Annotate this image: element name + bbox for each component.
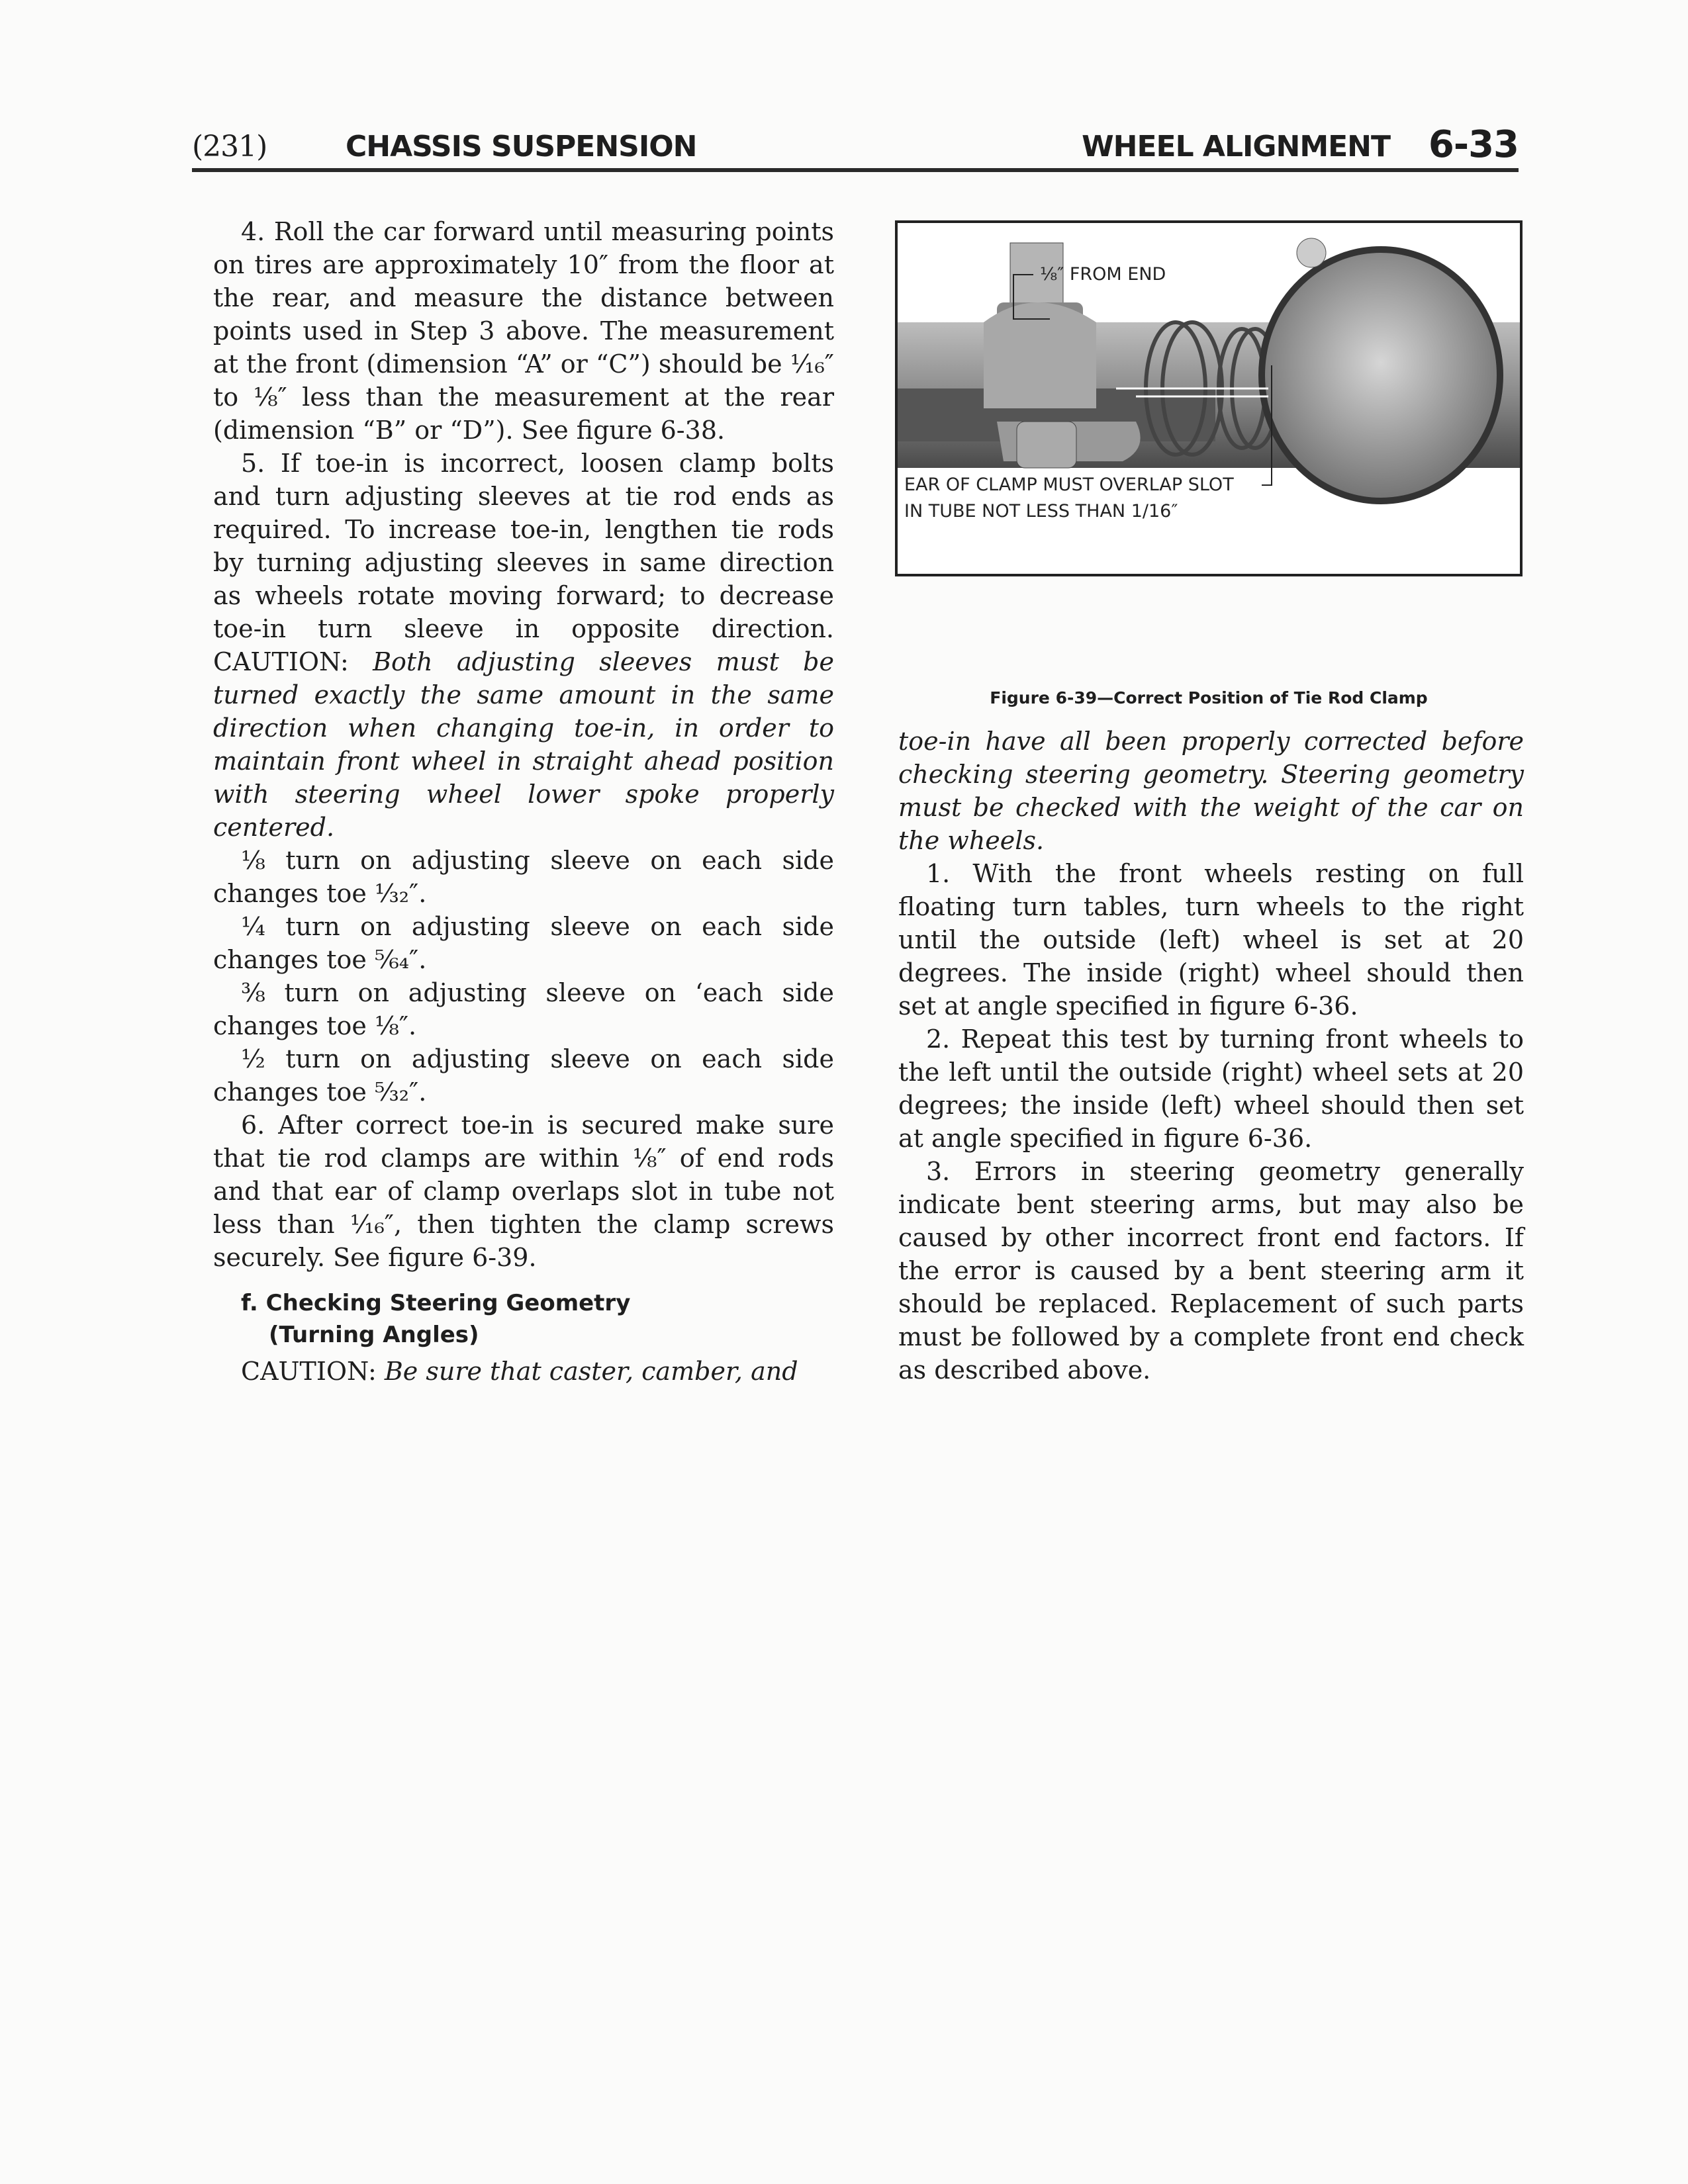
- step-4: 4. Roll the car forward until measuring points on tires are approximately 10″ from the floor at the rear, and measure the distance between points used in Step 3 above. The measurement at the front (dimension “A” or “C”) should be ¹⁄₁₆″ to ⅛″ less than the measurement at the rear (dimension “B” or “D”). See figure 6-38.: [213, 217, 834, 445]
- geometry-step-3: 3. Errors in steering geometry generally indicate bent steering arms, but may also be caused by other incorrect front end factors. If the error is caused by a bent steering arm it should be replaced. Replacement of such parts must be followed by a complete front end check as described above.: [898, 1157, 1524, 1385]
- turn-note-4: ½ turn on adjusting sleeve on each side changes toe ⁵⁄₃₂″.: [213, 1044, 834, 1107]
- page-ref: (231): [192, 130, 267, 163]
- right-column: [898, 725, 1524, 1387]
- label-ear-overlap-line-1: EAR OF CLAMP MUST OVERLAP SLOT: [904, 475, 1234, 495]
- turn-note-2: ¼ turn on adjusting sleeve on each side changes toe ⁵⁄₆₄″.: [213, 912, 834, 974]
- caution-2-label: CAUTION:: [241, 1357, 377, 1386]
- topic-title: WHEEL ALIGNMENT: [1082, 130, 1390, 163]
- step-5: [213, 447, 834, 844]
- figure-tie-rod-clamp: [895, 220, 1523, 576]
- caution-2: [213, 1355, 834, 1388]
- caution-label: CAUTION:: [213, 647, 349, 676]
- figure-caption: Figure 6-39—Correct Position of Tie Rod Clamp: [990, 688, 1428, 707]
- geometry-step-1: 1. With the front wheels resting on full floating turn tables, turn wheels to the right until the outside (left) wheel is set at 20 degrees. The inside (right) wheel should then set at angle specified in figure 6-36.: [898, 859, 1524, 1021]
- label-ear-overlap-line-2: IN TUBE NOT LESS THAN 1/16″: [904, 501, 1178, 522]
- caution-continued: toe-in have all been properly corrected before checking steering geometry. Steering geometry must be checked with the weight of the car on the wheels.: [898, 727, 1524, 855]
- section-title: CHASSIS SUSPENSION: [346, 130, 697, 163]
- turn-note-1: ⅛ turn on adjusting sleeve on each side changes toe ¹⁄₃₂″.: [213, 846, 834, 908]
- subheading-line-1: f. Checking Steering Geometry: [241, 1290, 631, 1316]
- step-5-text: 5. If toe-in is incorrect, loosen clamp bolts and turn adjusting sleeves at tie rod ends as required. To increase toe-in, lengthen tie rods by turning adjusting sleeves in same direction as wheels rotate moving forward; to decrease toe-in turn sleeve in opposite direction.: [213, 449, 834, 643]
- caution-2-text: Be sure that caster, camber, and: [384, 1357, 798, 1386]
- label-from-end: ⅛″ FROM END: [1040, 264, 1166, 285]
- header-rule: [192, 168, 1519, 172]
- turn-note-3: ⅜ turn on adjusting sleeve on ‘each side changes toe ⅛″.: [213, 978, 834, 1040]
- page-number: 6-33: [1428, 123, 1519, 166]
- subheading: [241, 1287, 834, 1351]
- geometry-step-2: 2. Repeat this test by turning front wheels to the left until the outside (right) wheel sets at 20 degrees; the inside (left) wheel should then set at angle specified in figure 6-36.: [898, 1024, 1524, 1153]
- left-column: [213, 215, 834, 1388]
- caution-text: Both adjusting sleeves must be turned exactly the same amount in the same direction when changing toe-in, in order to maintain front wheel in straight ahead position with steering wheel lower spoke properly centered.: [213, 647, 834, 842]
- step-6: 6. After correct toe-in is secured make sure that tie rod clamps are within ⅛″ of end rods and that ear of clamp overlaps slot in tube not less than ¹⁄₁₆″, then tighten the clamp screws securely. See figure 6-39.: [213, 1111, 834, 1272]
- subheading-line-2: (Turning Angles): [269, 1322, 479, 1348]
